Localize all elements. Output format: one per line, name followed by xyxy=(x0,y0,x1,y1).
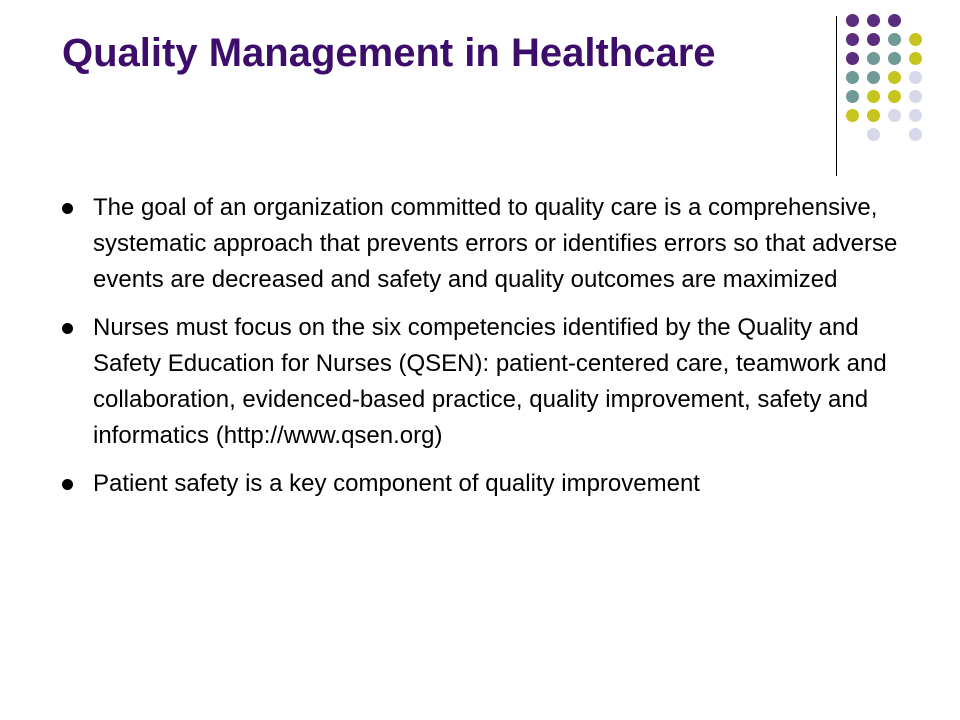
decorative-dot xyxy=(888,52,901,65)
decorative-dot xyxy=(909,71,922,84)
decorative-dot xyxy=(867,71,880,84)
title-divider xyxy=(836,16,837,176)
decorative-dot xyxy=(909,52,922,65)
decorative-dot xyxy=(909,128,922,141)
decorative-dot xyxy=(846,33,859,46)
decorative-dot xyxy=(909,109,922,122)
decorative-dot xyxy=(846,52,859,65)
decorative-dot xyxy=(867,14,880,27)
slide-title: Quality Management in Healthcare xyxy=(62,31,716,75)
decorative-dot xyxy=(846,109,859,122)
bullet-list xyxy=(60,190,900,514)
bullet-text: Nurses must focus on the six competencies identified by the Quality and Safety Education for Nurses (QSEN): patient-centered care, teamwork and collaboration, evidenced-based practice, quality improvement, safety and informatics (http://www.qsen.org) xyxy=(93,314,887,449)
decorative-dot xyxy=(867,90,880,103)
decorative-dot xyxy=(888,33,901,46)
decorative-dot xyxy=(867,33,880,46)
bullet-item xyxy=(60,190,900,298)
decorative-dot xyxy=(888,90,901,103)
decorative-dot xyxy=(867,109,880,122)
bullet-text: Patient safety is a key component of quality improvement xyxy=(93,470,700,497)
decorative-dot xyxy=(867,52,880,65)
decorative-dot xyxy=(888,109,901,122)
decorative-dot xyxy=(909,33,922,46)
decorative-dot-grid xyxy=(846,14,950,154)
decorative-dot xyxy=(846,71,859,84)
bullet-icon xyxy=(62,203,73,214)
bullet-item xyxy=(60,310,900,454)
bullet-icon xyxy=(62,479,73,490)
bullet-icon xyxy=(62,323,73,334)
decorative-dot xyxy=(888,71,901,84)
decorative-dot xyxy=(888,14,901,27)
decorative-dot xyxy=(846,90,859,103)
decorative-dot xyxy=(867,128,880,141)
bullet-item xyxy=(60,466,900,502)
bullet-text: The goal of an organization committed to quality care is a comprehensive, systematic approach that prevents errors or identifies errors so that adverse events are decreased and safety and quality outcomes are maximized xyxy=(93,194,898,293)
decorative-dot xyxy=(846,14,859,27)
decorative-dot xyxy=(909,90,922,103)
